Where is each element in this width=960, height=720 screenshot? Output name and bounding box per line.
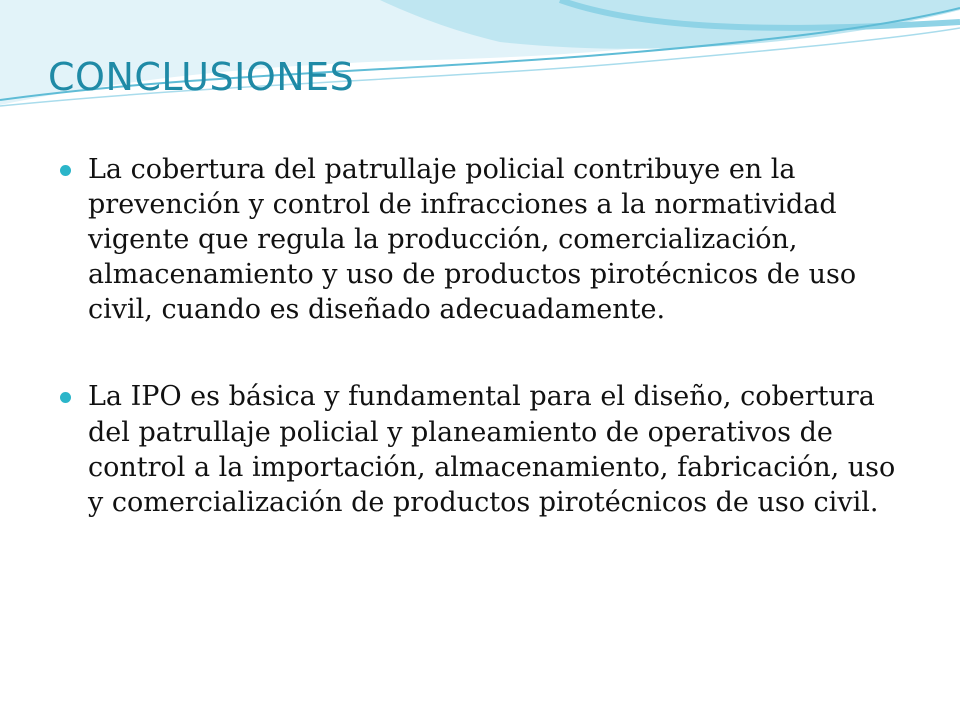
bullet-dot-icon bbox=[60, 392, 71, 403]
slide-title: CONCLUSIONES bbox=[48, 55, 355, 99]
list-item bbox=[60, 152, 910, 327]
list-item bbox=[60, 379, 910, 519]
bullet-text: La IPO es básica y fundamental para el diseño, cobertura del patrullaje policial y planeamiento de operativos de control a la importación, almacenamiento, fabricación, uso y comercialización de productos pirotécnicos de uso civil. bbox=[88, 381, 896, 518]
conclusions-list bbox=[60, 152, 910, 572]
bullet-text: La cobertura del patrullaje policial contribuye en la prevención y control de infracciones a la normatividad vigente que regula la producción, comercialización, almacenamiento y uso de productos pirotécnicos de uso civil, cuando es diseñado adecuadamente. bbox=[88, 154, 857, 326]
bullet-dot-icon bbox=[60, 165, 71, 176]
